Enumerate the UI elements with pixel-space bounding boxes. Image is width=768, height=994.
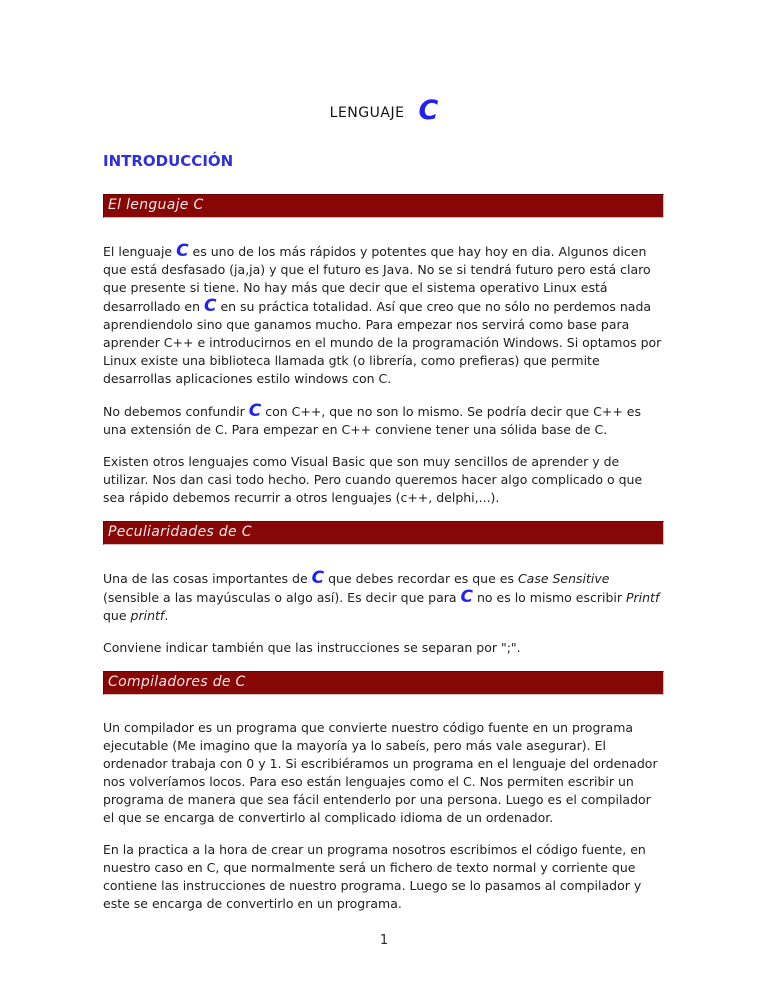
paragraph — [103, 242, 665, 388]
text-run: . — [164, 608, 169, 623]
paragraph — [103, 569, 665, 625]
title-c-letter: C — [418, 95, 439, 126]
text-run: Una de las cosas importantes de — [103, 571, 312, 586]
text-run: El lenguaje — [103, 244, 177, 259]
section-peculiaridades-de-c — [103, 521, 665, 657]
document-title — [103, 0, 665, 126]
text-run: Existen otros lenguajes como Visual Basic que son muy sencillos de aprender y de utilizar. Nos dan casi todo hecho. Pero cuando queremos hacer algo complicado o que sea rápido debemos recurrir a otros lenguajes (c++, delphi,...). — [103, 454, 643, 505]
paragraph — [103, 639, 665, 657]
inline-c-letter: C — [248, 401, 262, 421]
inline-c-letter: C — [203, 296, 217, 316]
text-run: (sensible a las mayúsculas o algo así). Es decir que para — [103, 590, 461, 605]
text-run: que debes recordar es que es — [324, 571, 518, 586]
text-run: no es lo mismo escribir — [473, 590, 626, 605]
text-run: printf — [130, 608, 165, 623]
page-number: 1 — [379, 933, 389, 948]
inline-c-letter: C — [460, 587, 474, 607]
section-compiladores-de-c — [103, 671, 665, 913]
text-run: Conviene indicar también que las instrucciones se separan por ";". — [103, 640, 521, 655]
document-content — [103, 0, 665, 927]
inline-c-letter: C — [176, 241, 189, 261]
intro-heading: INTRODUCCIÓN — [103, 152, 234, 170]
text-run: es uno de los más rápidos y potentes que hay hoy en dia. Algunos dicen que está desfasado (ja,ja) y que el futuro es Java. No se si tendrá futuro pero está claro que presente si tiene. No hay más que decir que el sistema operativo Linux está desarrollado en — [103, 244, 651, 314]
text-run: que — [103, 608, 131, 623]
section-el-lenguaje-c — [103, 194, 665, 507]
text-run: en su práctica totalidad. Así que creo que no sólo no perdemos nada aprendiendolo sino que ganamos mucho. Para empezar nos servirá como base para aprender C++ e introducirnos en el mundo de la programación Windows. Si optamos por Linux existe una biblioteca llamada gtk (o librería, como prefieras) que permite desarrollas aplicaciones estilo windows con C. — [103, 299, 662, 386]
text-run: Case Sensitive — [517, 571, 610, 586]
section-banner-peculiaridades-de-c: Peculiaridades de C — [103, 521, 664, 545]
inline-c-letter: C — [311, 568, 325, 588]
text-run: con C++, que no son lo mismo. Se podría decir que C++ es una extensión de C. Para empezar en C++ conviene tener una sólida base de C. — [103, 404, 641, 437]
text-run: Un compilador es un programa que convierte nuestro código fuente en un programa ejecutable (Me imagino que la mayoría ya lo sabeís, pero más vale asegurar). El ordenador trabaja con 0 y 1. Si escribiéramos un programa en el lenguaje del ordenador nos volveríamos locos. Para eso están lenguajes como el C. Nos permiten escribir un programa de manera que sea fácil entenderlo por una persona. Luego es el compilador el que se encarga de convertirlo al complicado idioma de un ordenador. — [103, 720, 658, 825]
section-banner-compiladores-de-c: Compiladores de C — [103, 671, 664, 695]
section-banner-el-lenguaje-c: El lenguaje C — [103, 194, 664, 218]
text-run: Printf — [625, 590, 660, 605]
paragraph — [103, 402, 665, 439]
paragraph — [103, 453, 665, 507]
paragraph — [103, 719, 665, 827]
paragraph — [103, 841, 665, 913]
title-text: LENGUAJE — [329, 105, 405, 121]
text-run: En la practica a la hora de crear un programa nosotros escribimos el código fuente, en nuestro caso en C, que normalmente será un fichero de texto normal y corriente que contiene las instrucciones de nuestro programa. Luego se lo pasamos al compilador y este se encarga de convertirlo en un programa. — [103, 842, 646, 911]
text-run: No debemos confundir — [103, 404, 249, 419]
